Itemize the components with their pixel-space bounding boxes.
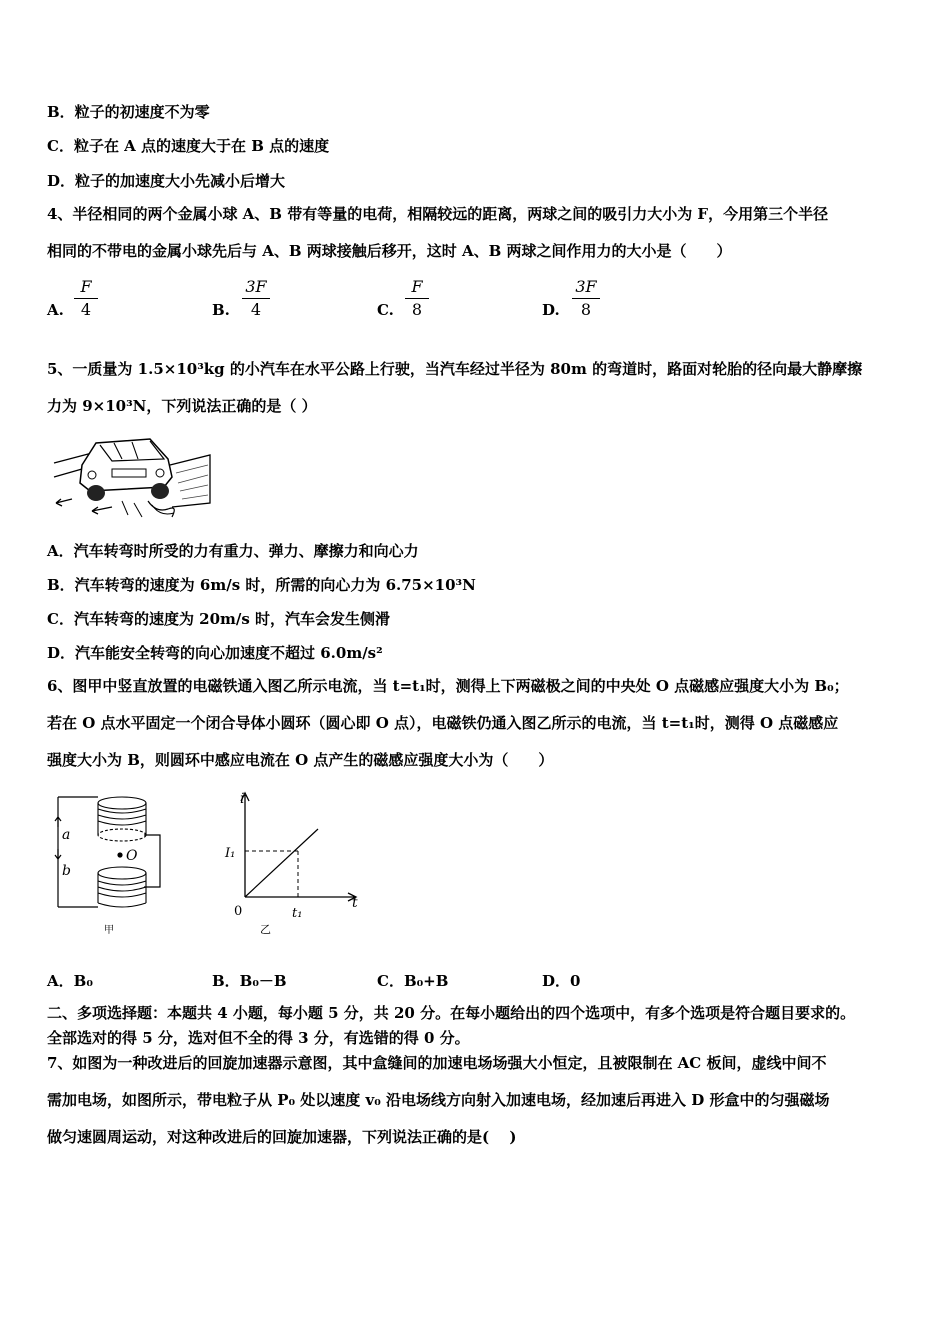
q5-option-d: D．汽车能安全转弯的向心加速度不超过 6.0m/s²: [47, 644, 383, 662]
section-2-line: 全部选对的得 5 分，选对但不全的得 3 分，有选错的得 0 分。: [47, 1029, 470, 1047]
q4-option-b-label: B.: [212, 301, 230, 319]
q6-stem-line: 强度大小为 B，则圆环中感应电流在 O 点产生的磁感应强度大小为（ ）: [47, 751, 554, 769]
caption-jia: 甲: [104, 925, 114, 936]
q5-option-b: B．汽车转弯的速度为 6m/s 时，所需的向心力为 6.75×10³N: [47, 576, 476, 594]
q4-option-c-fraction: [405, 277, 429, 320]
q4-option-a-fraction: [74, 277, 98, 320]
fraction-bar: [74, 298, 98, 299]
fraction-numerator: F: [80, 277, 92, 296]
label-b: b: [62, 863, 71, 879]
q6-stem-line: 若在 O 点水平固定一个闭合导体小圆环（圆心即 O 点），电磁铁仍通入图乙所示的电流，当 t=t₁时，测得 O 点磁感应: [47, 714, 839, 732]
q3-option-d: D．粒子的加速度大小先减小后增大: [47, 172, 286, 190]
axis-i-label: i: [240, 791, 245, 807]
q5-option-a: A．汽车转弯时所受的力有重力、弹力、摩擦力和向心力: [47, 542, 419, 560]
current-time-graph: [222, 787, 367, 937]
fraction-numerator: 3F: [245, 277, 267, 296]
q6-option-c: C．B₀+B: [377, 972, 449, 990]
q4-option-a-label: A.: [47, 301, 64, 319]
q4-option-d-label: D.: [542, 301, 560, 319]
q6-stem: [47, 668, 907, 779]
q4-option-c-label: C.: [377, 301, 394, 319]
fraction-numerator: 3F: [575, 277, 597, 296]
caption-yi: 乙: [260, 923, 271, 936]
q4-stem: [47, 196, 907, 270]
fraction-bar: [242, 298, 270, 299]
q4-option-d-fraction: [572, 277, 600, 320]
section-2-instructions: [47, 1001, 907, 1051]
label-o: O: [126, 848, 138, 864]
fraction-denominator: 8: [411, 300, 423, 319]
car-turning-illustration: [52, 425, 214, 520]
fraction-denominator: 4: [80, 300, 92, 319]
fraction-denominator: 8: [580, 300, 592, 319]
fraction-numerator: F: [411, 277, 423, 296]
section-2-line: 二、多项选择题：本题共 4 小题，每小题 5 分，共 20 分。在每小题给出的四个选项中，有多个选项是符合题目要求的。: [47, 1004, 856, 1022]
q4-stem-line: 4、半径相同的两个金属小球 A、B 带有等量的电荷，相隔较远的距离，两球之间的吸引力大小为 F，今用第三个半径: [47, 205, 829, 223]
q6-stem-line: 6、图甲中竖直放置的电磁铁通入图乙所示电流，当 t=t₁时，测得上下两磁极之间的中央处 O 点磁感应强度大小为 B₀；: [47, 677, 849, 695]
q7-stem-line: 做匀速圆周运动，对这种改进后的回旋加速器，下列说法正确的是( ): [47, 1128, 517, 1146]
q5-stem-line: 5、一质量为 1.5×10³kg 的小汽车在水平公路上行驶，当汽车经过半径为 80m 的弯道时，路面对轮胎的径向最大静摩擦: [47, 360, 863, 378]
i1-label: I₁: [225, 846, 236, 861]
q4-option-b-fraction: [242, 277, 270, 320]
fraction-bar: [572, 298, 600, 299]
t1-label: t₁: [292, 906, 303, 921]
q6-option-d: D．0: [542, 972, 581, 990]
q5-option-c: C．汽车转弯的速度为 20m/s 时，汽车会发生侧滑: [47, 610, 391, 628]
electromagnet-figure: [52, 787, 177, 937]
origin-label: 0: [234, 904, 243, 919]
q5-stem: [47, 351, 907, 425]
axis-t-label: t: [352, 895, 358, 911]
q6-option-b: B．B₀－B: [212, 972, 287, 990]
q5-stem-line: 力为 9×10³N，下列说法正确的是（ ）: [47, 397, 317, 415]
q7-stem-line: 需加电场，如图所示，带电粒子从 P₀ 处以速度 v₀ 沿电场线方向射入加速电场，经加速后再进入 D 形盒中的匀强磁场: [47, 1091, 830, 1109]
fraction-bar: [405, 298, 429, 299]
q7-stem: [47, 1045, 907, 1156]
q6-option-a: A．B₀: [47, 972, 93, 990]
q7-stem-line: 7、如图为一种改进后的回旋加速器示意图，其中盒缝间的加速电场场强大小恒定，且被限制在 AC 板间，虚线中间不: [47, 1054, 827, 1072]
q3-option-b: B．粒子的初速度不为零: [47, 103, 210, 121]
q3-option-c: C．粒子在 A 点的速度大于在 B 点的速度: [47, 137, 330, 155]
q4-stem-line: 相同的不带电的金属小球先后与 A、B 两球接触后移开，这时 A、B 两球之间作用力的大小是（ ）: [47, 242, 732, 260]
label-a: a: [62, 827, 71, 843]
fraction-denominator: 4: [250, 300, 262, 319]
